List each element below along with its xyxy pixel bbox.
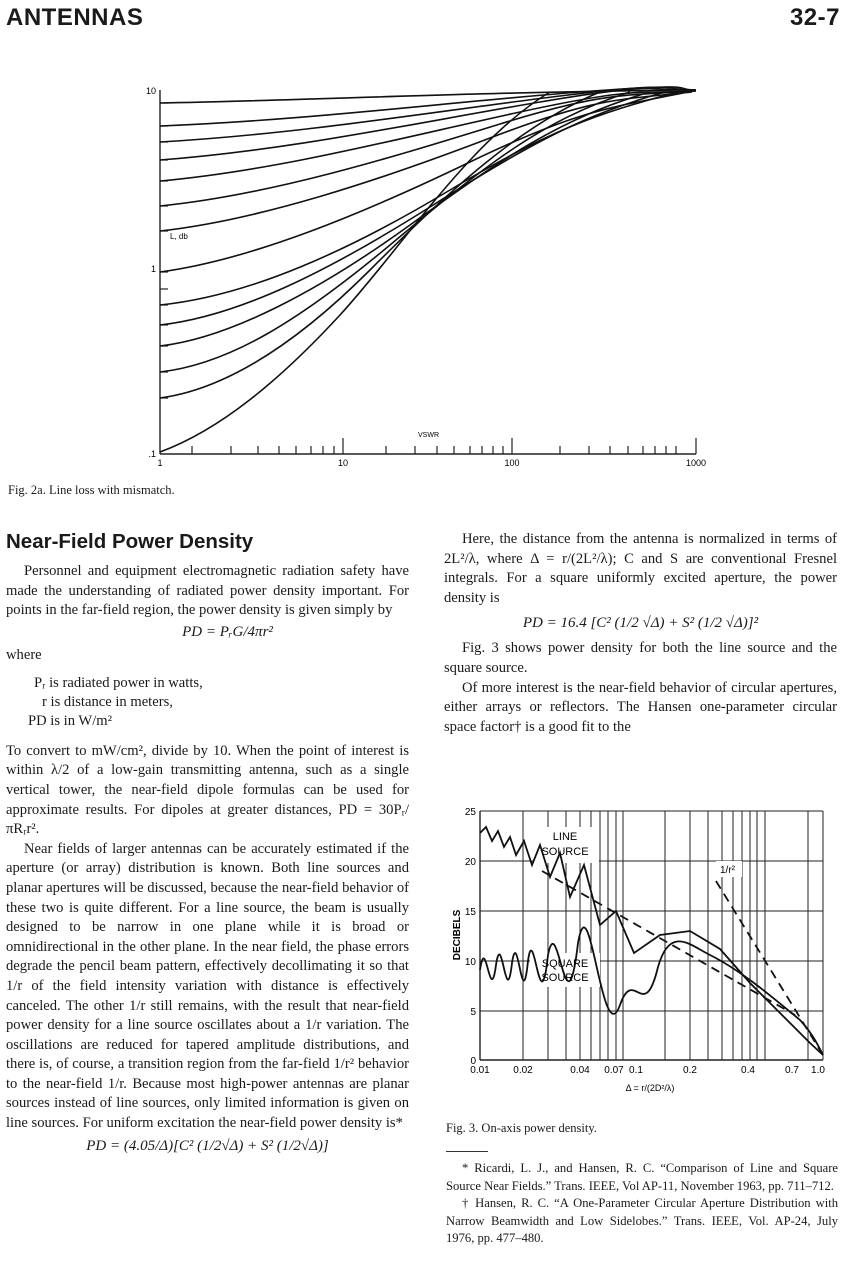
fig2a-x-tick-label: 1 [157,458,163,468]
paragraph: Here, the distance from the antenna is normalized in terms of 2L²/λ, where Δ = r/(2L²/λ); C and S are conventional Fresnel integrals. For a square uniformly excited aperture, the power density is [444,531,837,606]
right-paragraph-block-2 [444,639,837,737]
fig3-x-tick-label: 1.0 [811,1065,825,1076]
page-number: 32-7 [789,4,840,31]
left-column [6,530,409,1155]
fig2a-x-tick-label: 1000 [685,458,707,468]
fig2a-curve-7 [160,92,688,272]
fig3-y-tick-label: 15 [464,907,476,918]
fig3-grid [480,811,823,1060]
definition-item: PD is in W/m² [28,712,112,729]
fig2a-x-axis-label: VSWR [418,432,439,439]
fig2a-caption: Fig. 2a. Line loss with mismatch. [8,483,175,497]
fig3-x-tick-label: 0.07 [604,1065,624,1076]
fig3-x-axis [450,1063,840,1101]
body-paragraph-block [6,742,409,1134]
paragraph: To convert to mW/cm², divide by 10. When the point of interest is within λ/2 of a low-gain transmitting antenna, such as a single vertical tower, the near-field dipole formulas can be used for approximate results. For dipoles at greater distances, PD = 30Pᵣ/πRᵣr². [6,742,409,838]
fig3-label-square: SQUARE [541,958,589,970]
fig3-label-line: SOURCE [541,846,589,858]
fig3-y-tick-label: 10 [464,957,476,968]
fig2a-loss-curves [160,87,696,452]
fig3-square-source-curve [480,927,823,1055]
paragraph: Fig. 3 shows power density for both the line source and the square source. [444,640,837,676]
equation-line-source: PD = (4.05/Δ)[C² (1/2√Δ) + S² (1/2√Δ)] [86,1137,329,1154]
fig2a-x-tick-label: 10 [337,458,349,468]
figure-2a-line-loss-chart [140,80,710,480]
fig3-y-tick-label: 25 [464,807,476,818]
fig2a-x-tick-label: 100 [504,458,520,468]
fig3-y-tick-label: 0 [470,1056,476,1067]
definition-item: r is distance in meters, [42,693,173,710]
equation-far-field: PD = PᵣG/4πr² [182,623,273,640]
fig3-label-square: SOURCE [541,972,589,984]
fig3-x-tick-label: 0.7 [785,1065,799,1076]
figure-3-power-density-chart [450,805,835,1067]
fig2a-y-tick-label: .1 [148,449,156,459]
equation-square-source: PD = 16.4 [C² (1/2 √Δ) + S² (1/2 √Δ)]² [522,615,759,632]
fig2a-y-tick-label: 10 [145,86,156,96]
running-header-title: ANTENNAS [6,4,144,31]
fig3-x-tick-label: 0.4 [741,1065,755,1076]
fig3-y-tick-label: 20 [464,857,476,868]
definitions-list [6,674,409,731]
definition-item: Pᵣ is radiated power in watts, [34,674,203,691]
fig3-caption: Fig. 3. On-axis power density. [446,1121,597,1135]
right-paragraph-block [444,530,837,608]
fig2a-curve-11 [160,89,696,161]
footnote: † Hansen, R. C. “A One-Parameter Circular Aperture Distribution with Narrow Beamwidth and Low Sidelobes.” Trans. IEEE, Vol. AP-24, July 1976, pp. 477–480. [446,1196,838,1246]
fig2a-curve-3 [160,92,630,372]
paragraph: Personnel and equipment electromagnetic radiation safety have made the understanding of radiated power density important. For points in the far-field region, the power density is given simply by [6,563,409,619]
fig3-x-tick-label: 0.01 [470,1065,490,1076]
fig2a-frame [160,90,696,454]
fig3-x-tick-label: 0.04 [570,1065,590,1076]
paragraph: Near fields of larger antennas can be accurately estimated if the aperture (or array) distribution is known. Both line sources and planar apertures will be discussed, because the near-field behavior of these two is quite different. For a line source, the beam is usually designed to be narrow in one plane while it is broad or omnidirectional in the other plane. In the near field, the phase errors degrade the pencil beam pattern, effectively decollimating it so that 1/r of the field intensity variation with distance is effectively canceled. The other 1/r still remains, with the result that near-field power density for a line source oscillates about a 1/r variation. The oscillations are reduced for tapered amplitude distributions, and there is, of course, a transition region from the far-field 1/r² behavior to the near-field 1/r. Because most high-power antennas are planar sources instead of line sources, only limited information is given on line sources. For uniform excitation the near-field power density is* [6,840,409,1132]
footnote: * Ricardi, L. J., and Hansen, R. C. “Comparison of Line and Square Source Near Fields.” Trans. IEEE, Vol AP-11, November 1963, pp. 711–712. [446,1161,838,1193]
section-title: Near-Field Power Density [6,530,254,553]
fig2a-y-axis-label: L, db [170,232,188,241]
intro-paragraph-block [6,562,409,621]
fig3-label-line: LINE [552,831,578,843]
paragraph: Of more interest is the near-field behavior of circular apertures, either arrays or reflectors. The Hansen one-parameter circular space factor† is a good fit to the [444,679,837,735]
fig3-x-axis-label: Δ = r/(2D²/λ) [625,1083,675,1093]
footnote-rule [446,1151,488,1152]
fig3-x-tick-label: 0.02 [513,1065,533,1076]
fig2a-curve-1 [160,92,550,452]
fig3-y-axis-label: DECIBELS [452,909,463,961]
fig3-x-tick-label: 0.1 [629,1065,643,1076]
fig3-x-tick-label: 0.2 [683,1065,697,1076]
footnotes [446,1160,838,1248]
where-label: where [6,646,42,663]
right-column [444,530,837,737]
fig3-label-inverse-r-squared: 1/r² [720,865,735,876]
fig2a-y-minor-ticks [160,103,168,398]
fig3-y-tick-label: 5 [470,1007,476,1018]
fig2a-x-minor-ticks [192,438,696,454]
fig2a-y-tick-label: 1 [150,264,156,274]
